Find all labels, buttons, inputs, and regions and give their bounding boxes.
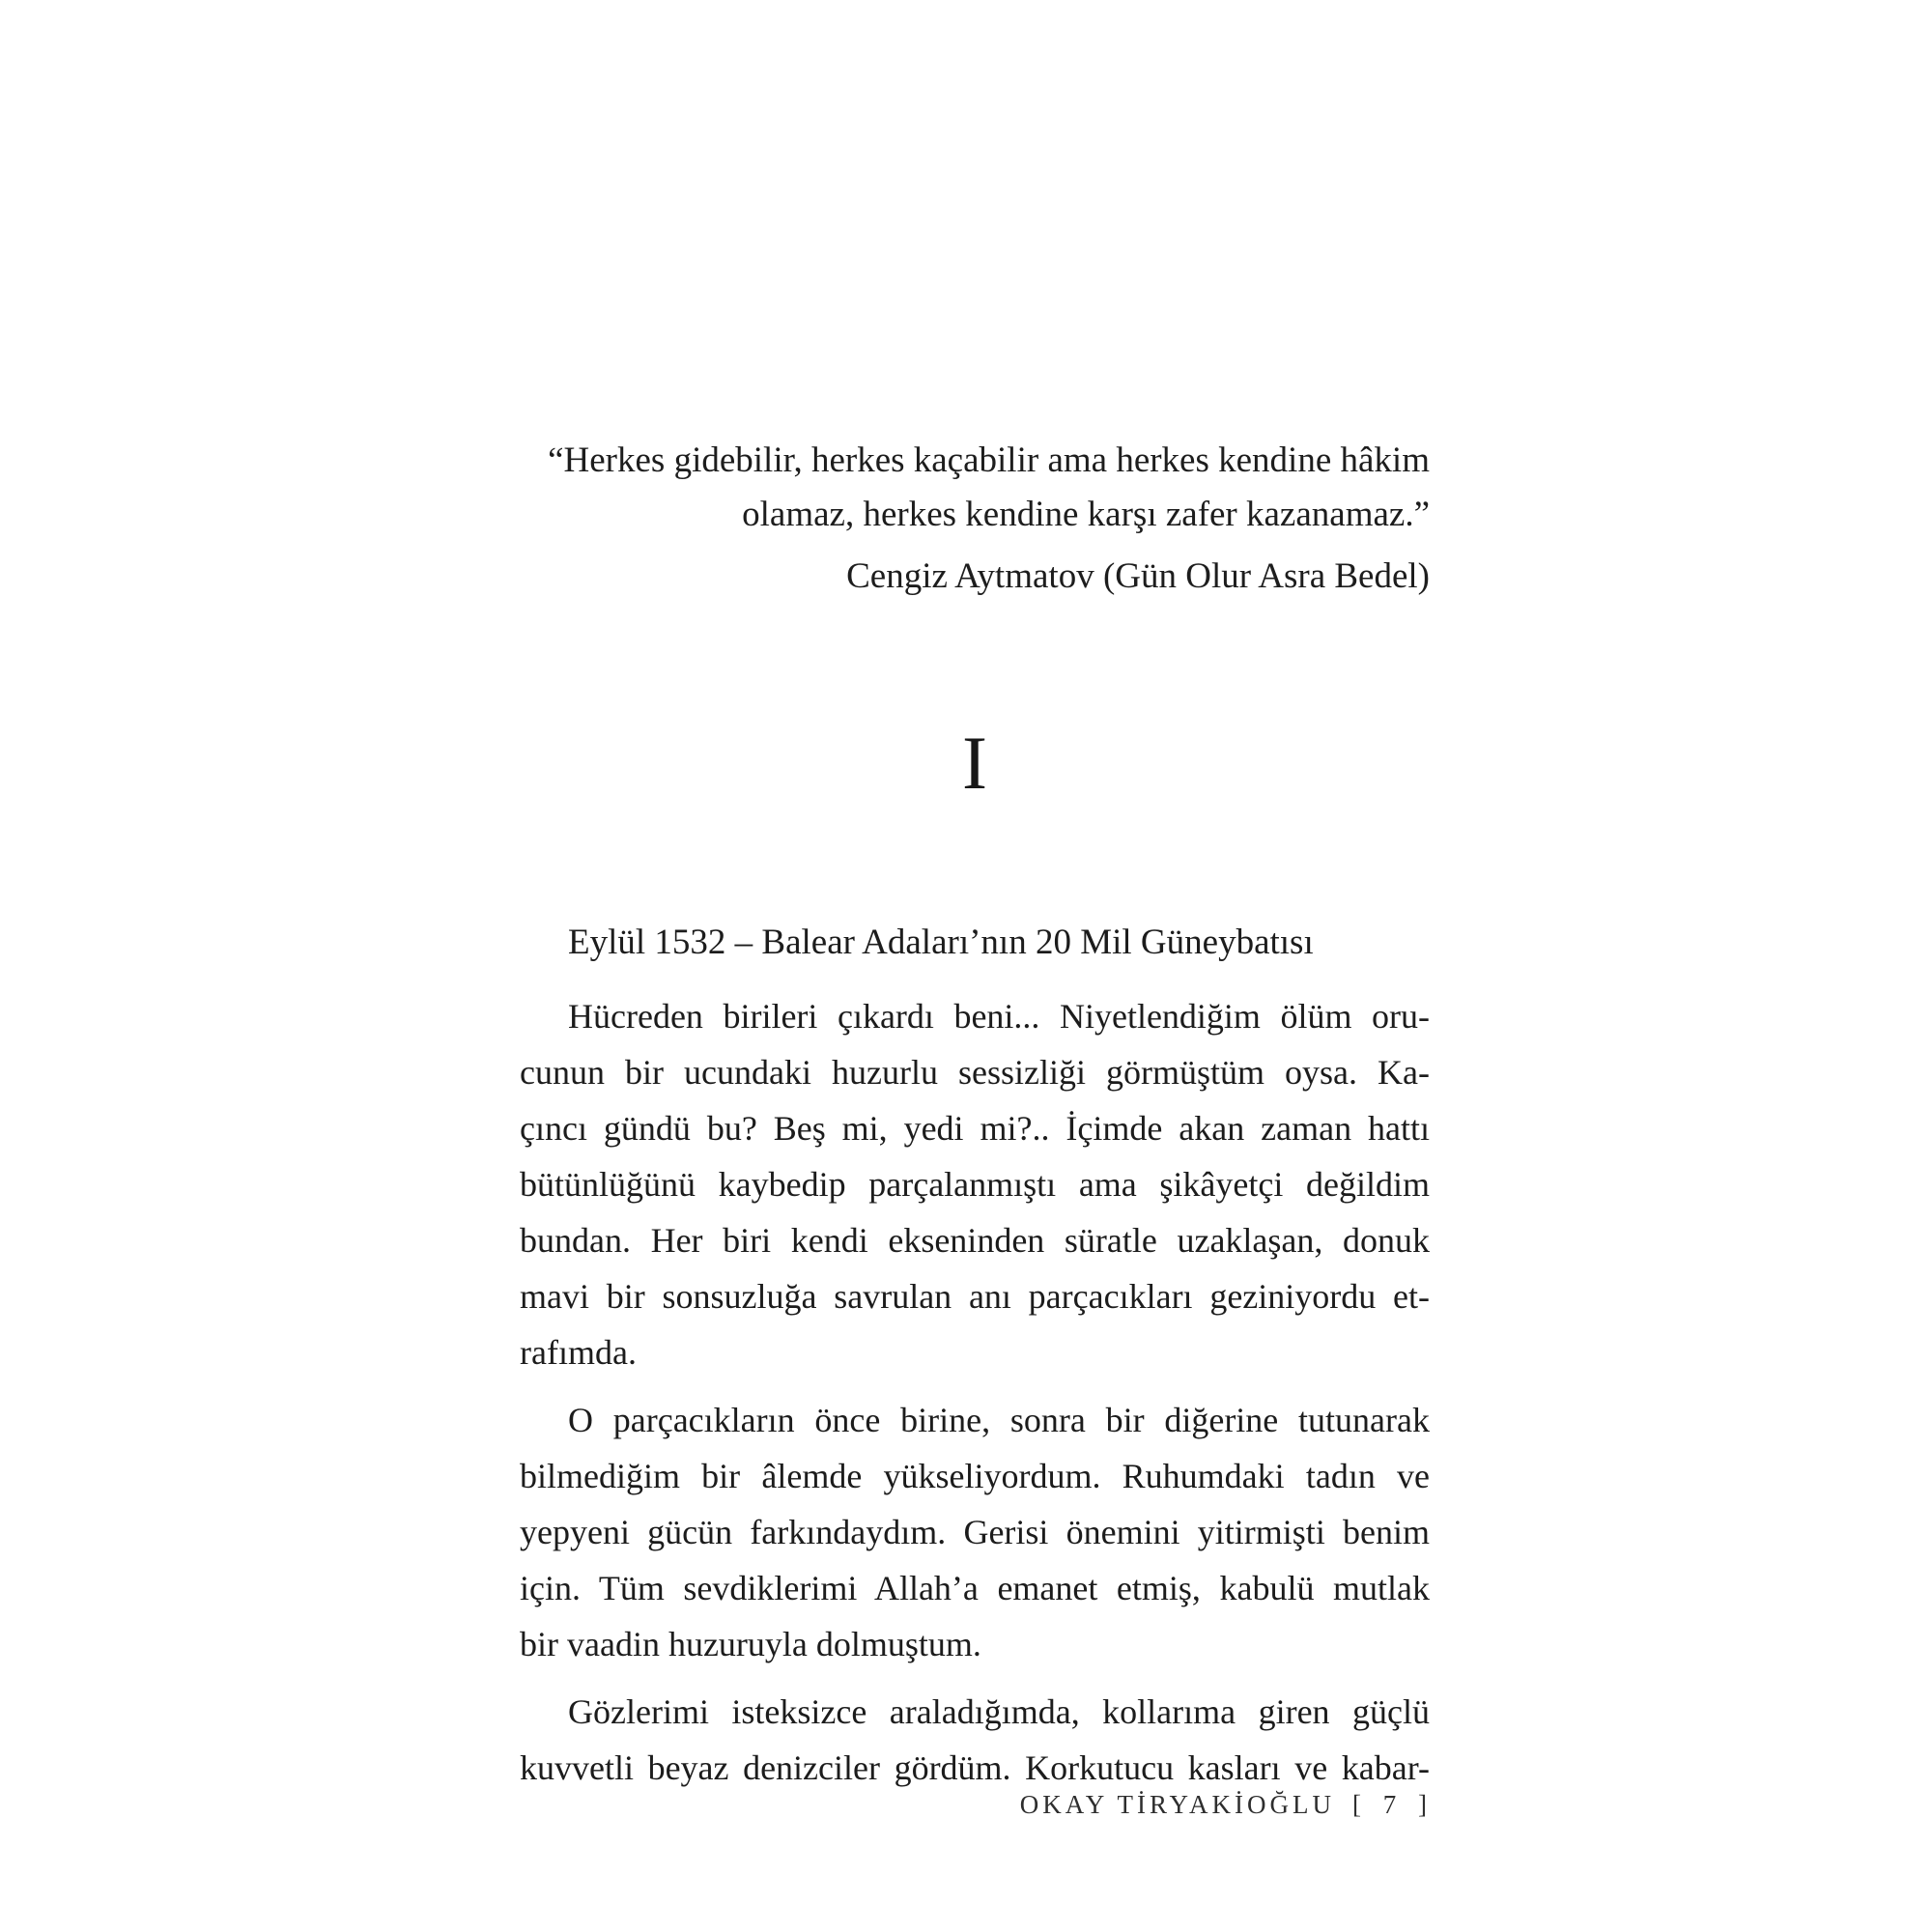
dateline: Eylül 1532 – Balear Adaları’nın 20 Mil Güneybatısı bbox=[568, 923, 1314, 962]
paragraph-1-line: çıncı gündü bu? Beş mi, yedi mi?.. İçimde akan zaman hattı bbox=[520, 1109, 1430, 1148]
epigraph bbox=[464, 434, 1430, 604]
running-footer bbox=[1020, 1787, 1435, 1822]
epigraph-attribution: Cengiz Aytmatov (Gün Olur Asra Bedel) bbox=[846, 556, 1430, 596]
footer-page-number: [ 7 ] bbox=[1352, 1790, 1435, 1819]
paragraph-2-line: O parçacıkların önce birine, sonra bir diğerine tutunarak bbox=[568, 1401, 1430, 1439]
paragraph-3 bbox=[520, 1684, 1430, 1796]
epigraph-line-1: “Herkes gidebilir, herkes kaçabilir ama herkes kendine hâkim bbox=[548, 440, 1430, 480]
epigraph-line-2: olamaz, herkes kendine karşı zafer kazanamaz.” bbox=[742, 495, 1430, 534]
paragraph-2-line: bir vaadin huzuruyla dolmuştum. bbox=[520, 1625, 981, 1663]
footer-author-name: OKAY TİRYAKİOĞLU bbox=[1019, 1790, 1336, 1819]
paragraph-3-line: kuvvetli beyaz denizciler gördüm. Korkutucu kasları ve kabar- bbox=[520, 1748, 1430, 1787]
paragraph-2-line: yepyeni gücün farkındaydım. Gerisi önemini yitirmişti benim bbox=[520, 1513, 1430, 1551]
paragraph-1-line: Hücreden birileri çıkardı beni... Niyetlendiğim ölüm oru- bbox=[568, 997, 1430, 1036]
paragraph-2-line: bilmediğim bir âlemde yükseliyordum. Ruhumdaki tadın ve bbox=[520, 1457, 1430, 1495]
paragraph-1 bbox=[520, 988, 1430, 1380]
paragraph-2 bbox=[520, 1392, 1430, 1672]
paragraph-1-line: bütünlüğünü kaybedip parçalanmıştı ama şikâyetçi değildim bbox=[520, 1165, 1430, 1204]
paragraph-1-line: bundan. Her biri kendi ekseninden süratle uzaklaşan, donuk bbox=[520, 1221, 1430, 1260]
paragraph-1-line: cunun bir ucundaki huzurlu sessizliği görmüştüm oysa. Ka- bbox=[520, 1053, 1430, 1092]
chapter-numeral: I bbox=[962, 721, 987, 805]
paragraph-2-line: için. Tüm sevdiklerimi Allah’a emanet etmiş, kabulü mutlak bbox=[520, 1569, 1430, 1607]
paragraph-1-line: rafımda. bbox=[520, 1333, 637, 1372]
paragraph-3-line: Gözlerimi isteksizce araladığımda, kollarıma giren güçlü bbox=[568, 1692, 1430, 1731]
paragraph-1-line: mavi bir sonsuzluğa savrulan anı parçacıkları geziniyordu et- bbox=[520, 1277, 1430, 1316]
